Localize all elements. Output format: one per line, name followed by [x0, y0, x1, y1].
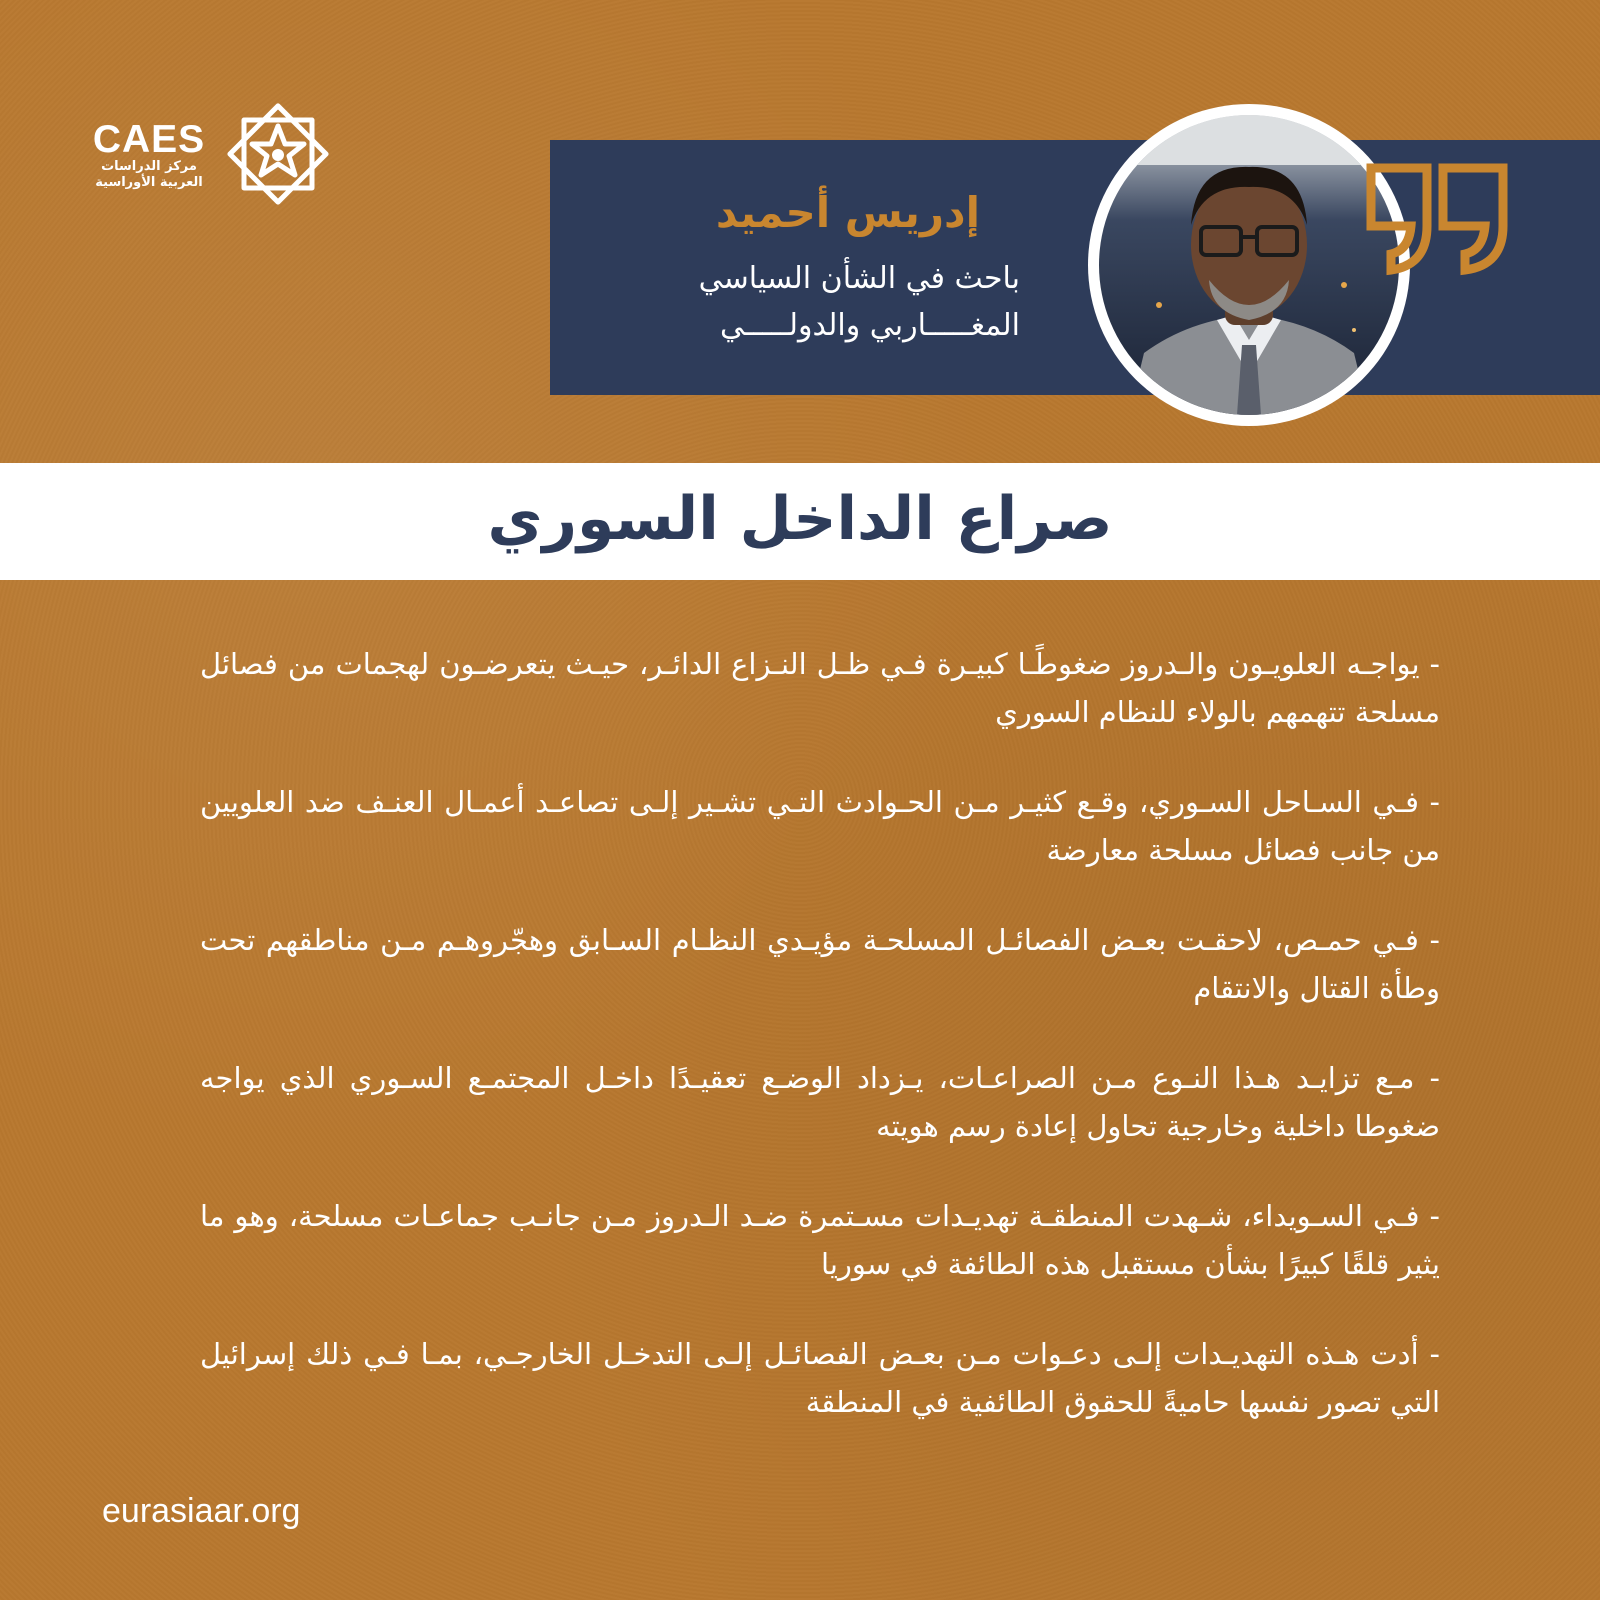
points-list — [200, 640, 1440, 1468]
list-item: - فـي حمـص، لاحقـت بعـض الفصائـل المسلحـة مؤيـدي النظـام السـابق وهجّروهـم مـن مناطقهم تحت وطأة القتال والانتقام — [200, 923, 1440, 1005]
website-url: eurasiaar.org — [102, 1492, 301, 1530]
list-item: - فـي السـويداء، شـهدت المنطقـة تهديـدات مسـتمرة ضـد الـدروز مـن جانـب جماعـات مسلحة، وهو ما يثير قلقًا كبيرًا بشأن مستقبل هذه الطائفة في سوريا — [200, 1199, 1440, 1281]
speaker-role — [699, 255, 1020, 349]
page-title: صراع الداخل السوري — [487, 484, 1113, 554]
speaker-portrait — [1099, 115, 1399, 415]
title-band — [0, 463, 1600, 580]
speaker-role-line-1: باحث في الشأن السياسي — [698, 261, 1020, 296]
speaker-photo — [1088, 104, 1410, 426]
list-item: - مـع تزايـد هـذا النـوع مـن الصراعـات، يـزداد الوضـع تعقيـدًا داخـل المجتمـع السـوري الذي يواجه ضغوطا داخلية وخارجية تحاول إعادة رسم هويته — [200, 1061, 1440, 1143]
list-item: - يواجـه العلويـون والـدروز ضغوطًـا كبيـرة فـي ظـل النـزاع الدائـر، حيـث يتعرضـون لهجمات من فصائل مسلحة تتهمهم بالولاء للنظام السوري — [200, 647, 1440, 729]
logo-text — [90, 120, 208, 192]
logo-line-2: العربية الأوراسية — [95, 175, 203, 191]
list-item: - فـي السـاحل السـوري، وقـع كثيـر مـن الحـوادث التـي تشـير إلـى تصاعـد أعمـال العنـف ضد العلويين من جانب فصائل مسلحة معارضة — [200, 785, 1440, 867]
octagram-star-icon — [222, 98, 334, 210]
caes-logo — [90, 98, 350, 218]
logo-line-1: مركز الدراسات — [101, 159, 197, 174]
speaker-name: إدريس أحميد — [715, 188, 980, 237]
list-item: - أدت هـذه التهديـدات إلـى دعـوات مـن بعـض الفصائـل إلـى التدخـل الخارجـي، بمـا فـي ذلك إسرائيل التي تصور نفسها حاميةً للحقوق الطائفية في المنطقة — [200, 1337, 1440, 1419]
speaker-role-line-2: المغـــــاربي والدولـــــي — [719, 308, 1020, 343]
closing-quote-icon — [1365, 162, 1515, 277]
logo-abbr: CAES — [92, 118, 206, 161]
